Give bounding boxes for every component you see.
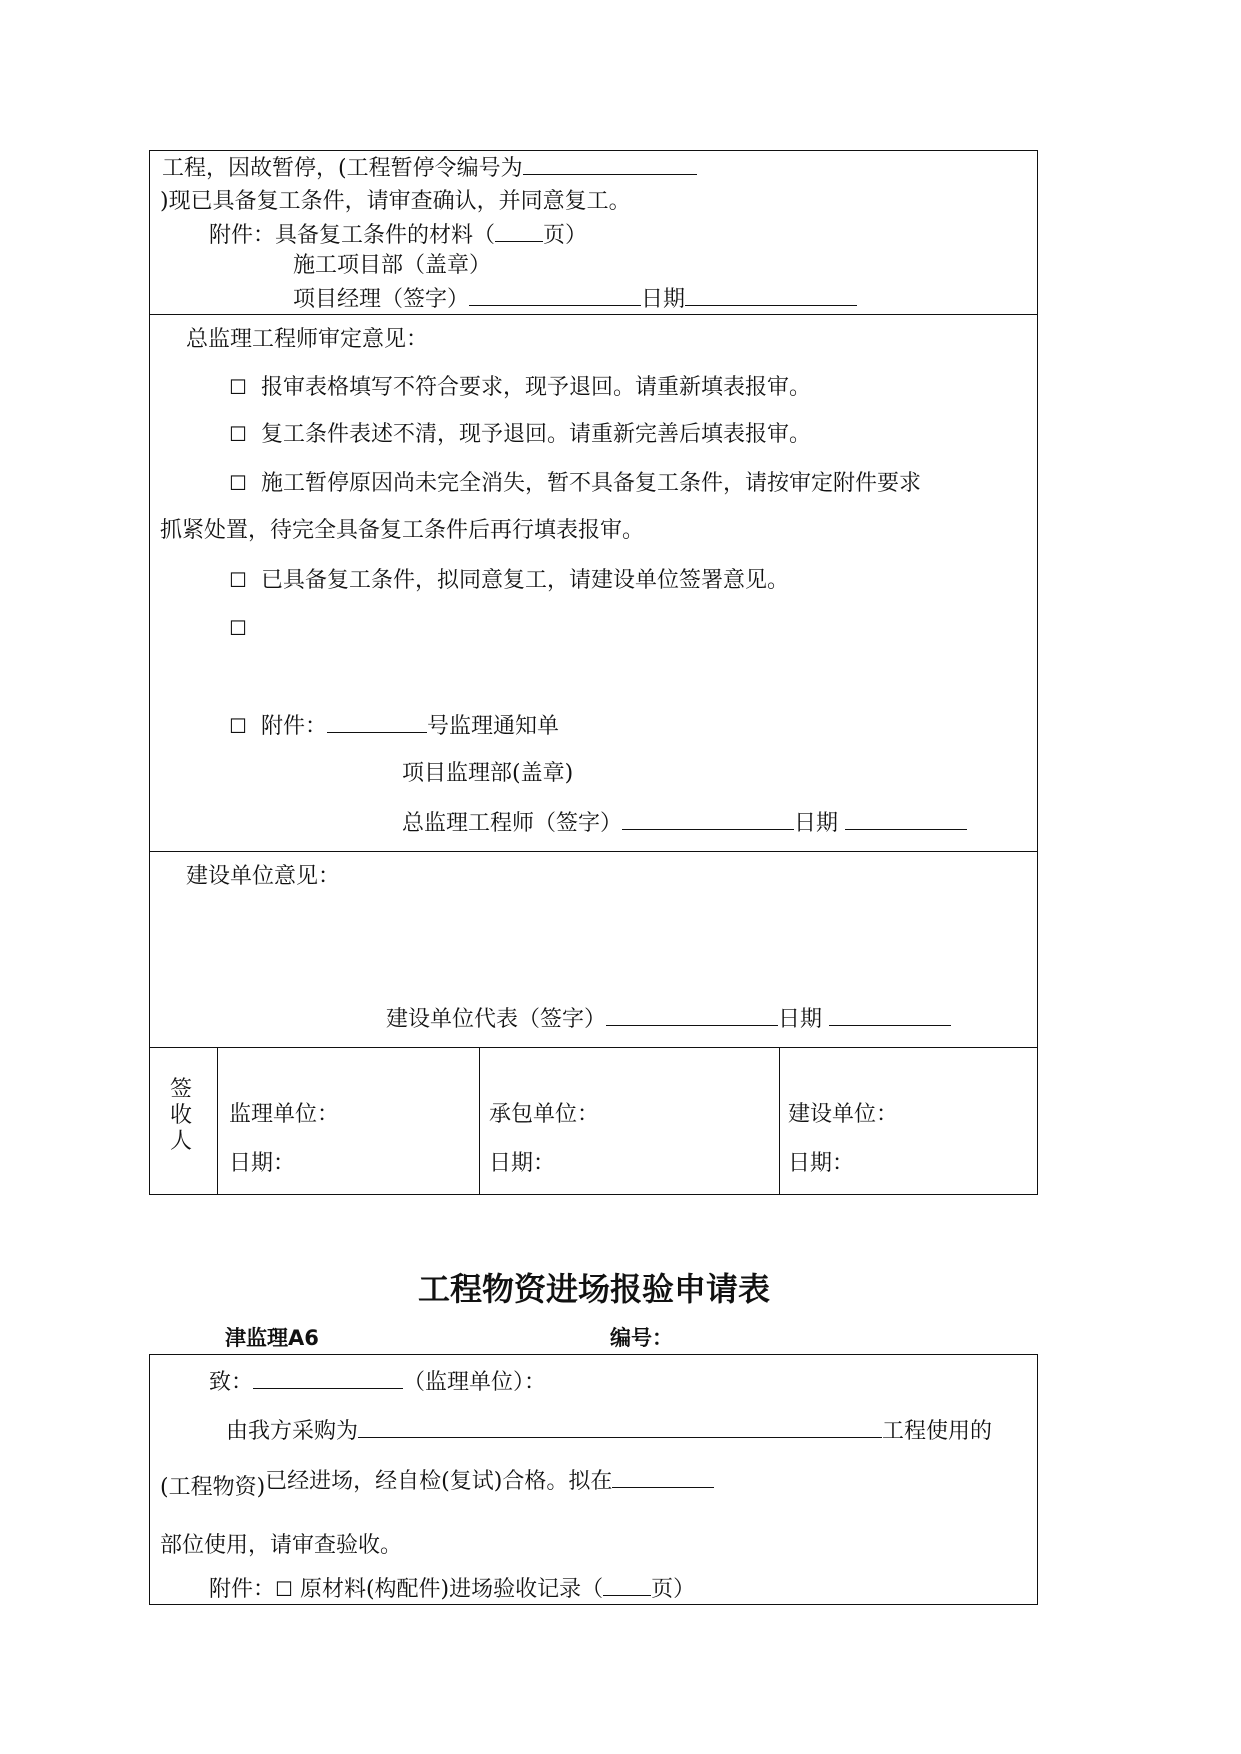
owner-signature-line: 建设单位代表（签字） 日期	[386, 1005, 951, 1033]
attachment-line: 附件：具备复工条件的材料（ 页）	[209, 223, 588, 248]
option-3: ☐ 施工暂停原因尚未完全消失，暂不具备复工条件，请按审定附件要求	[229, 471, 921, 496]
receiver-contractor-date: 日期：	[489, 1151, 556, 1176]
suspension-order-number-field[interactable]	[523, 154, 697, 175]
checkbox-option-4[interactable]: ☐	[229, 568, 247, 592]
divider	[149, 851, 1038, 852]
manager-signature-line: 项目经理（签字） 日期	[293, 285, 857, 313]
checkbox-option-5[interactable]: ☐	[229, 616, 247, 640]
checkbox-attachment[interactable]: ☐	[275, 1577, 293, 1601]
receiver-label: 签 收 人	[169, 1077, 192, 1154]
option-5	[229, 615, 247, 642]
divider	[149, 314, 1038, 315]
checkbox-option-2[interactable]: ☐	[229, 422, 247, 446]
manager-date-field[interactable]	[685, 285, 857, 306]
owner-signature-field[interactable]	[606, 1005, 778, 1026]
option-2: ☐ 复工条件表述不清，现予退回。请重新完善后填表报审。	[229, 422, 811, 447]
page-title: 工程物资进场报验申请表	[418, 1270, 771, 1308]
checkbox-option-1[interactable]: ☐	[229, 375, 247, 399]
purchase-line: 由我方采购为 工程使用的	[226, 1419, 993, 1444]
checkbox-option-3[interactable]: ☐	[229, 471, 247, 495]
notice-number-field[interactable]	[327, 712, 427, 733]
usage-location-field[interactable]	[612, 1467, 714, 1488]
form-number-label: 编号：	[610, 1326, 673, 1350]
application-line-1: 工程，因故暂停，(工程暂停令编号为	[162, 154, 697, 182]
chief-signature-line: 总监理工程师（签字） 日期	[402, 809, 967, 837]
owner-date-field[interactable]	[829, 1005, 951, 1026]
project-name-field[interactable]	[358, 1417, 882, 1438]
divider	[149, 1047, 1038, 1048]
construction-dept-seal: 施工项目部（盖章）	[293, 253, 492, 278]
attachment-pages-field[interactable]	[495, 221, 543, 242]
receiver-owner-date: 日期：	[788, 1151, 855, 1176]
owner-opinion-title: 建设单位意见：	[186, 864, 341, 889]
supervision-dept-seal: 项目监理部(盖章)	[402, 761, 574, 786]
attachment-line-2: 附件：☐ 原材料(构配件)进场验收记录（ 页）	[209, 1577, 696, 1602]
material-line: (工程物资)已经进场，经自检(复试)合格。拟在	[160, 1473, 714, 1501]
checkbox-option-6[interactable]: ☐	[229, 714, 247, 738]
to-line: 致： （监理单位）：	[209, 1370, 547, 1395]
location-line: 部位使用，请审查验收。	[160, 1533, 403, 1558]
receiver-owner-unit: 建设单位：	[788, 1102, 899, 1127]
divider	[217, 1047, 218, 1195]
chief-date-field[interactable]	[845, 809, 967, 830]
manager-signature-field[interactable]	[469, 285, 641, 306]
option-1: ☐ 报审表格填写不符合要求，现予退回。请重新填表报审。	[229, 375, 811, 400]
divider	[479, 1047, 480, 1195]
form-code: 津监理A6	[225, 1326, 319, 1350]
supervision-unit-field[interactable]	[253, 1368, 403, 1389]
chief-review-title: 总监理工程师审定意见：	[186, 327, 429, 352]
chief-signature-field[interactable]	[622, 809, 794, 830]
receiver-contractor-unit: 承包单位：	[489, 1102, 600, 1127]
option-3-continued: 抓紧处置，待完全具备复工条件后再行填表报审。	[160, 518, 645, 543]
option-6: ☐ 附件： 号监理通知单	[229, 714, 559, 739]
option-4: ☐ 已具备复工条件，拟同意复工，请建设单位签署意见。	[229, 568, 789, 593]
receiver-supervision-date: 日期：	[229, 1151, 296, 1176]
divider	[779, 1047, 780, 1195]
receiver-supervision-unit: 监理单位：	[229, 1102, 340, 1127]
attachment-pages-field-2[interactable]	[603, 1575, 651, 1596]
application-line-2: )现已具备复工条件，请审查确认，并同意复工。	[160, 189, 631, 214]
